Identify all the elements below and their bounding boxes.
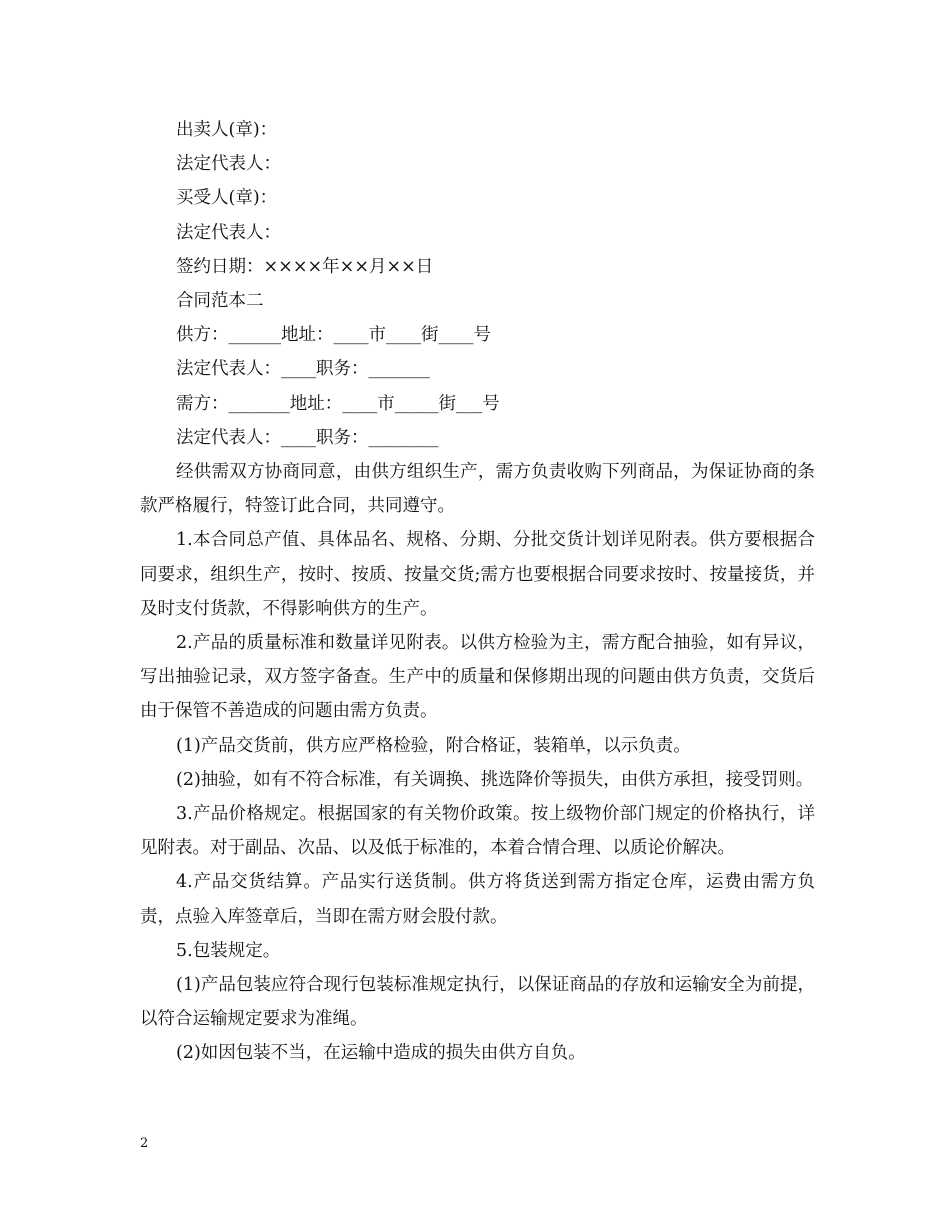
paragraph-clause-2-item-1: (1)产品交货前，供方应严格检验，附合格证，装箱单，以示负责。 (176, 735, 691, 756)
paragraph-clause-2-item-2: (2)抽验，如有不符合标准，有关调换、挑选降价等损失，由供方承担，接受罚则。 (176, 769, 814, 790)
paragraph-intro: 经供需双方协商同意，由供方组织生产，需方负责收购下列商品，为保证协商的条款严格履行，特签订此合同，共同遵守。 (140, 462, 815, 517)
paragraph-clause-5-item-2: (2)如因包装不当，在运输中造成的损失由供方自负。 (176, 1043, 586, 1064)
demander-representative-line: 法定代表人：____职务：________ (176, 427, 439, 448)
demander-line: 需方：_______地址：____市_____街___号 (176, 393, 500, 414)
contract-title: 合同范本二 (176, 291, 264, 312)
document-body (140, 113, 815, 1071)
seller-seal-line: 出卖人(章)： (176, 120, 278, 140)
supplier-line: 供方：______地址：____市____街____号 (176, 325, 491, 346)
seller-representative-line: 法定代表人： (176, 154, 281, 175)
paragraph-clause-5: 5.包装规定。 (176, 940, 281, 961)
buyer-seal-line: 买受人(章)： (176, 188, 278, 209)
paragraph-clause-4: 4.产品交货结算。产品实行送货制。供方将货送到需方指定仓库，运费由需方负责，点验入库签章后，当即在需方财会股付款。 (140, 872, 815, 927)
supplier-representative-line: 法定代表人：____职务：_______ (176, 359, 430, 380)
sign-date-line: 签约日期：××××年××月××日 (176, 256, 434, 277)
paragraph-clause-5-item-1: (1)产品包装应符合现行包装标准规定执行，以保证商品的存放和运输安全为前提，以符合运输规定要求为准绳。 (140, 975, 815, 1030)
page-number: 2 (140, 1136, 149, 1151)
paragraph-clause-2: 2.产品的质量标准和数量详见附表。以供方检验为主，需方配合抽验，如有异议，写出抽验记录，双方签字备查。生产中的质量和保修期出现的问题由供方负责，交货后由于保管不善造成的问题由需方负责。 (140, 633, 815, 722)
paragraph-clause-3: 3.产品价格规定。根据国家的有关物价政策。按上级物价部门规定的价格执行，详见附表。对于副品、次品、以及低于标准的，本着合情合理、以质论价解决。 (140, 804, 815, 859)
buyer-representative-line: 法定代表人： (176, 222, 281, 243)
paragraph-clause-1: 1.本合同总产值、具体品名、规格、分期、分批交货计划详见附表。供方要根据合同要求，组织生产，按时、按质、按量交货;需方也要根据合同要求按时、按量接货，并及时支付货款，不得影响供方的生产。 (140, 530, 815, 619)
